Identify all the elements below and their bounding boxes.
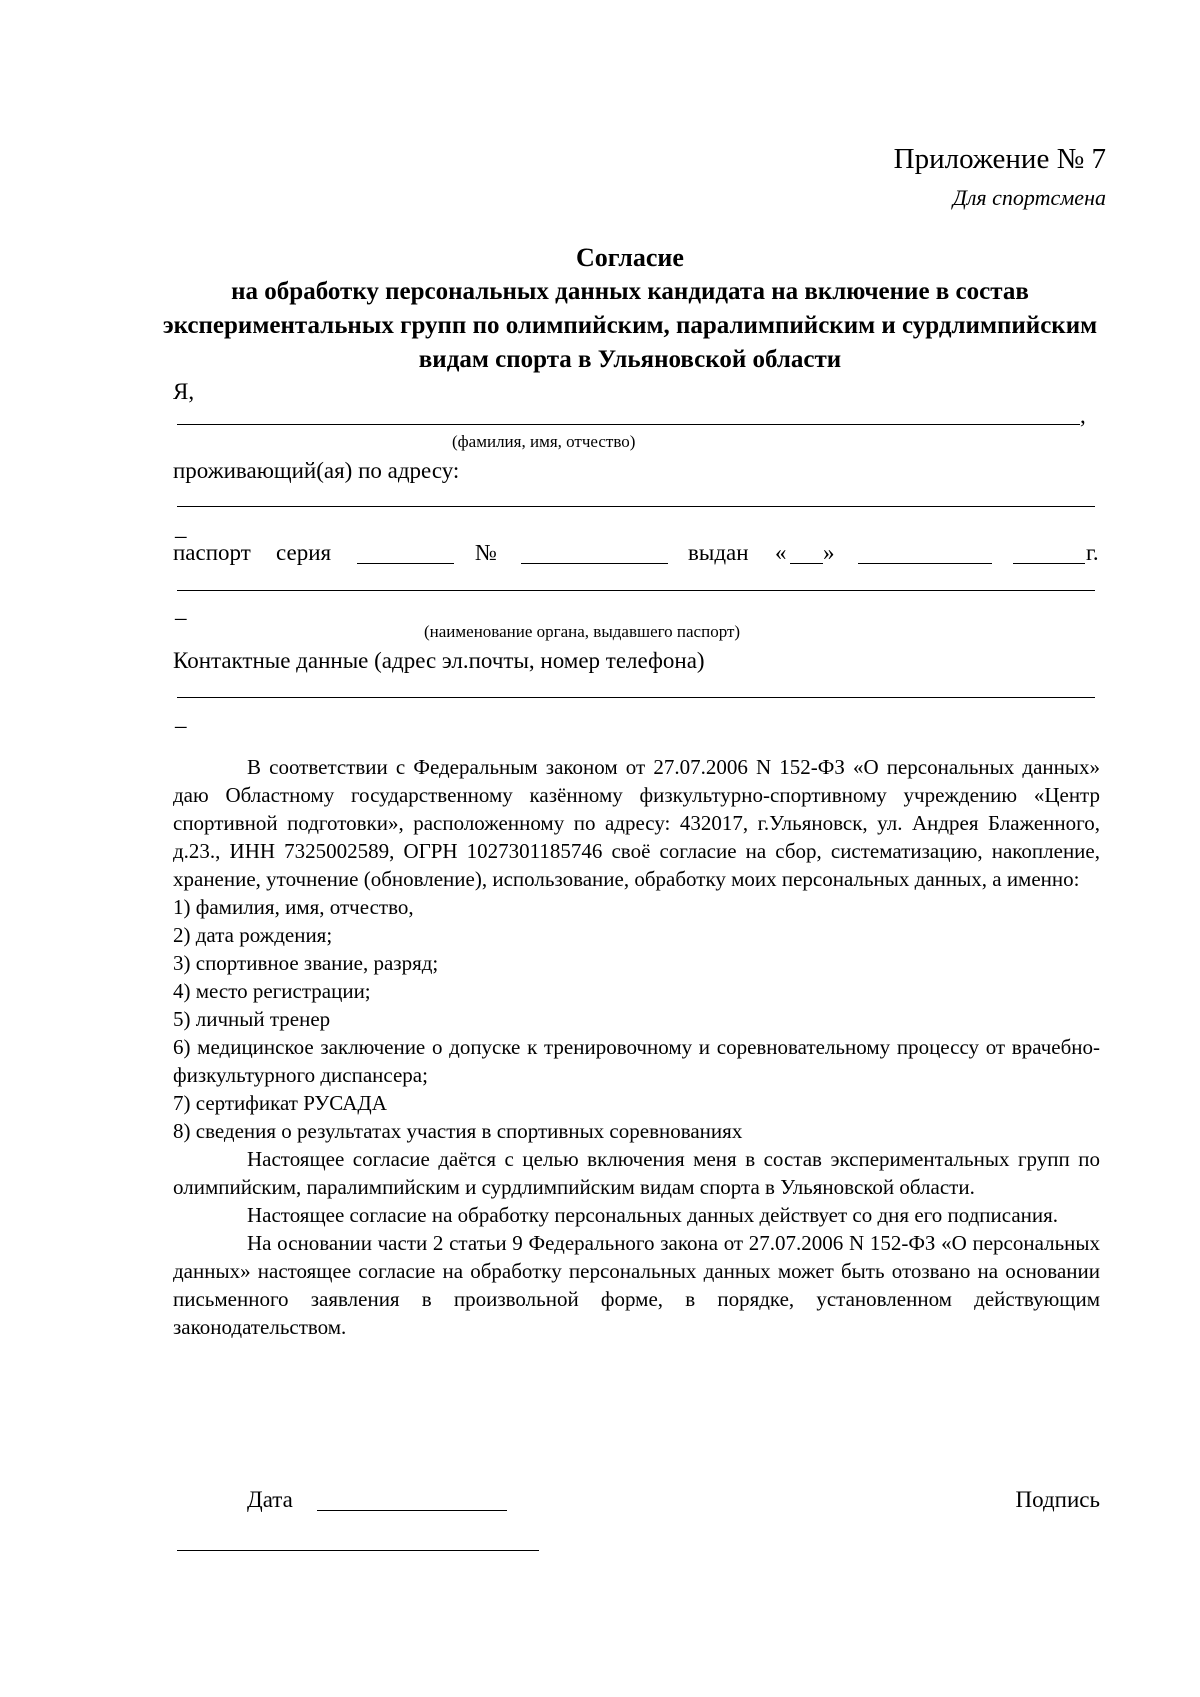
full-name-caption: (фамилия, имя, отчество) [452, 432, 636, 451]
data-list-item: 4) место регистрации; [173, 979, 371, 1003]
data-list-item: 1) фамилия, имя, отчество, [173, 895, 414, 919]
title-subheading: на обработку персональных данных кандидата на включение в состав экспериментальных групп по олимпийским, паралимпийским и сурдлимпийским видам спорта в Ульяновской области [162, 278, 1098, 373]
revocation-paragraph: На основании части 2 статьи 9 Федерального закона от 27.07.2006 N 152-ФЗ «О персональных данных» настоящее согласие на обработку персональных данных может быть отозвано на основании письменного заявления в произвольной форме, в порядке, установленном действующим законодательством. [173, 1231, 1100, 1339]
title-heading: Согласие [576, 243, 684, 272]
passport-number-field[interactable] [521, 563, 668, 564]
passport-issuer-caption: (наименование органа, выдавшего паспорт) [424, 622, 741, 641]
purpose-paragraph: Настоящее согласие даётся с целью включения меня в состав экспериментальных групп по олимпийским, паралимпийским и сурдлимпийским видам спорта в Ульяновской области. [173, 1147, 1100, 1199]
full-name-field[interactable] [177, 424, 1080, 425]
contacts-label: Контактные данные (адрес эл.почты, номер телефона) [173, 648, 705, 673]
i-label: Я, [173, 379, 195, 404]
document-title [150, 241, 1110, 377]
address-label: проживающий(ая) по адресу: [173, 458, 460, 483]
data-list-item: 8) сведения о результатах участия в спортивных соревнованиях [173, 1119, 743, 1143]
data-list-item: 7) сертификат РУСАДА [173, 1091, 387, 1115]
data-list-item: 6) медицинское заключение о допуске к тренировочному и соревновательному процессу от врачебно-физкультурного диспансера; [173, 1035, 1100, 1087]
contacts-field[interactable] [177, 697, 1095, 698]
appendix-number: Приложение № 7 [893, 143, 1106, 175]
issuer-dash: _ [175, 597, 187, 622]
issue-day-field[interactable] [790, 563, 823, 564]
issue-month-field[interactable] [858, 563, 992, 564]
passport-label: паспорт [173, 540, 251, 565]
consent-intro-paragraph: В соответствии с Федеральным законом от 27.07.2006 N 152-ФЗ «О персональных данных» даю Областному государственному казённому физкультурно-спортивному учреждению «Центр спортивной подготовки», расположенному по адресу: 432017, г.Ульяновск, ул. Андрея Блаженного, д.23., ИНН 7325002589, ОГРН 1027301185746 своё согласие на сбор, систематизацию, накопление, хранение, уточнение (обновление), использование, обработку моих персональных данных, а именно: [173, 755, 1100, 891]
address-dash: _ [175, 515, 187, 540]
signature-field[interactable] [177, 1550, 539, 1551]
date-field[interactable] [317, 1510, 507, 1511]
passport-issued-label: выдан [688, 540, 749, 565]
audience-note: Для спортсмена [952, 185, 1106, 210]
issue-day-close-quote: » [823, 540, 835, 565]
date-label: Дата [247, 1487, 293, 1512]
contacts-dash: _ [175, 705, 187, 730]
name-comma: , [1080, 403, 1086, 428]
data-list-item: 3) спортивное звание, разряд; [173, 951, 439, 975]
signature-label: Подпись [1015, 1487, 1100, 1512]
passport-series-field[interactable] [357, 563, 454, 564]
passport-number-label: № [475, 540, 497, 565]
validity-paragraph: Настоящее согласие на обработку персональных данных действует со дня его подписания. [247, 1203, 1059, 1227]
data-list-item: 5) личный тренер [173, 1007, 331, 1031]
issue-day-open-quote: « [775, 540, 787, 565]
passport-issuer-field[interactable] [177, 590, 1095, 591]
address-field[interactable] [177, 506, 1095, 507]
year-suffix: г. [1086, 540, 1099, 565]
consent-body [173, 753, 1100, 1341]
data-list-item: 2) дата рождения; [173, 923, 333, 947]
passport-series-label: серия [276, 540, 332, 565]
issue-year-field[interactable] [1013, 563, 1085, 564]
